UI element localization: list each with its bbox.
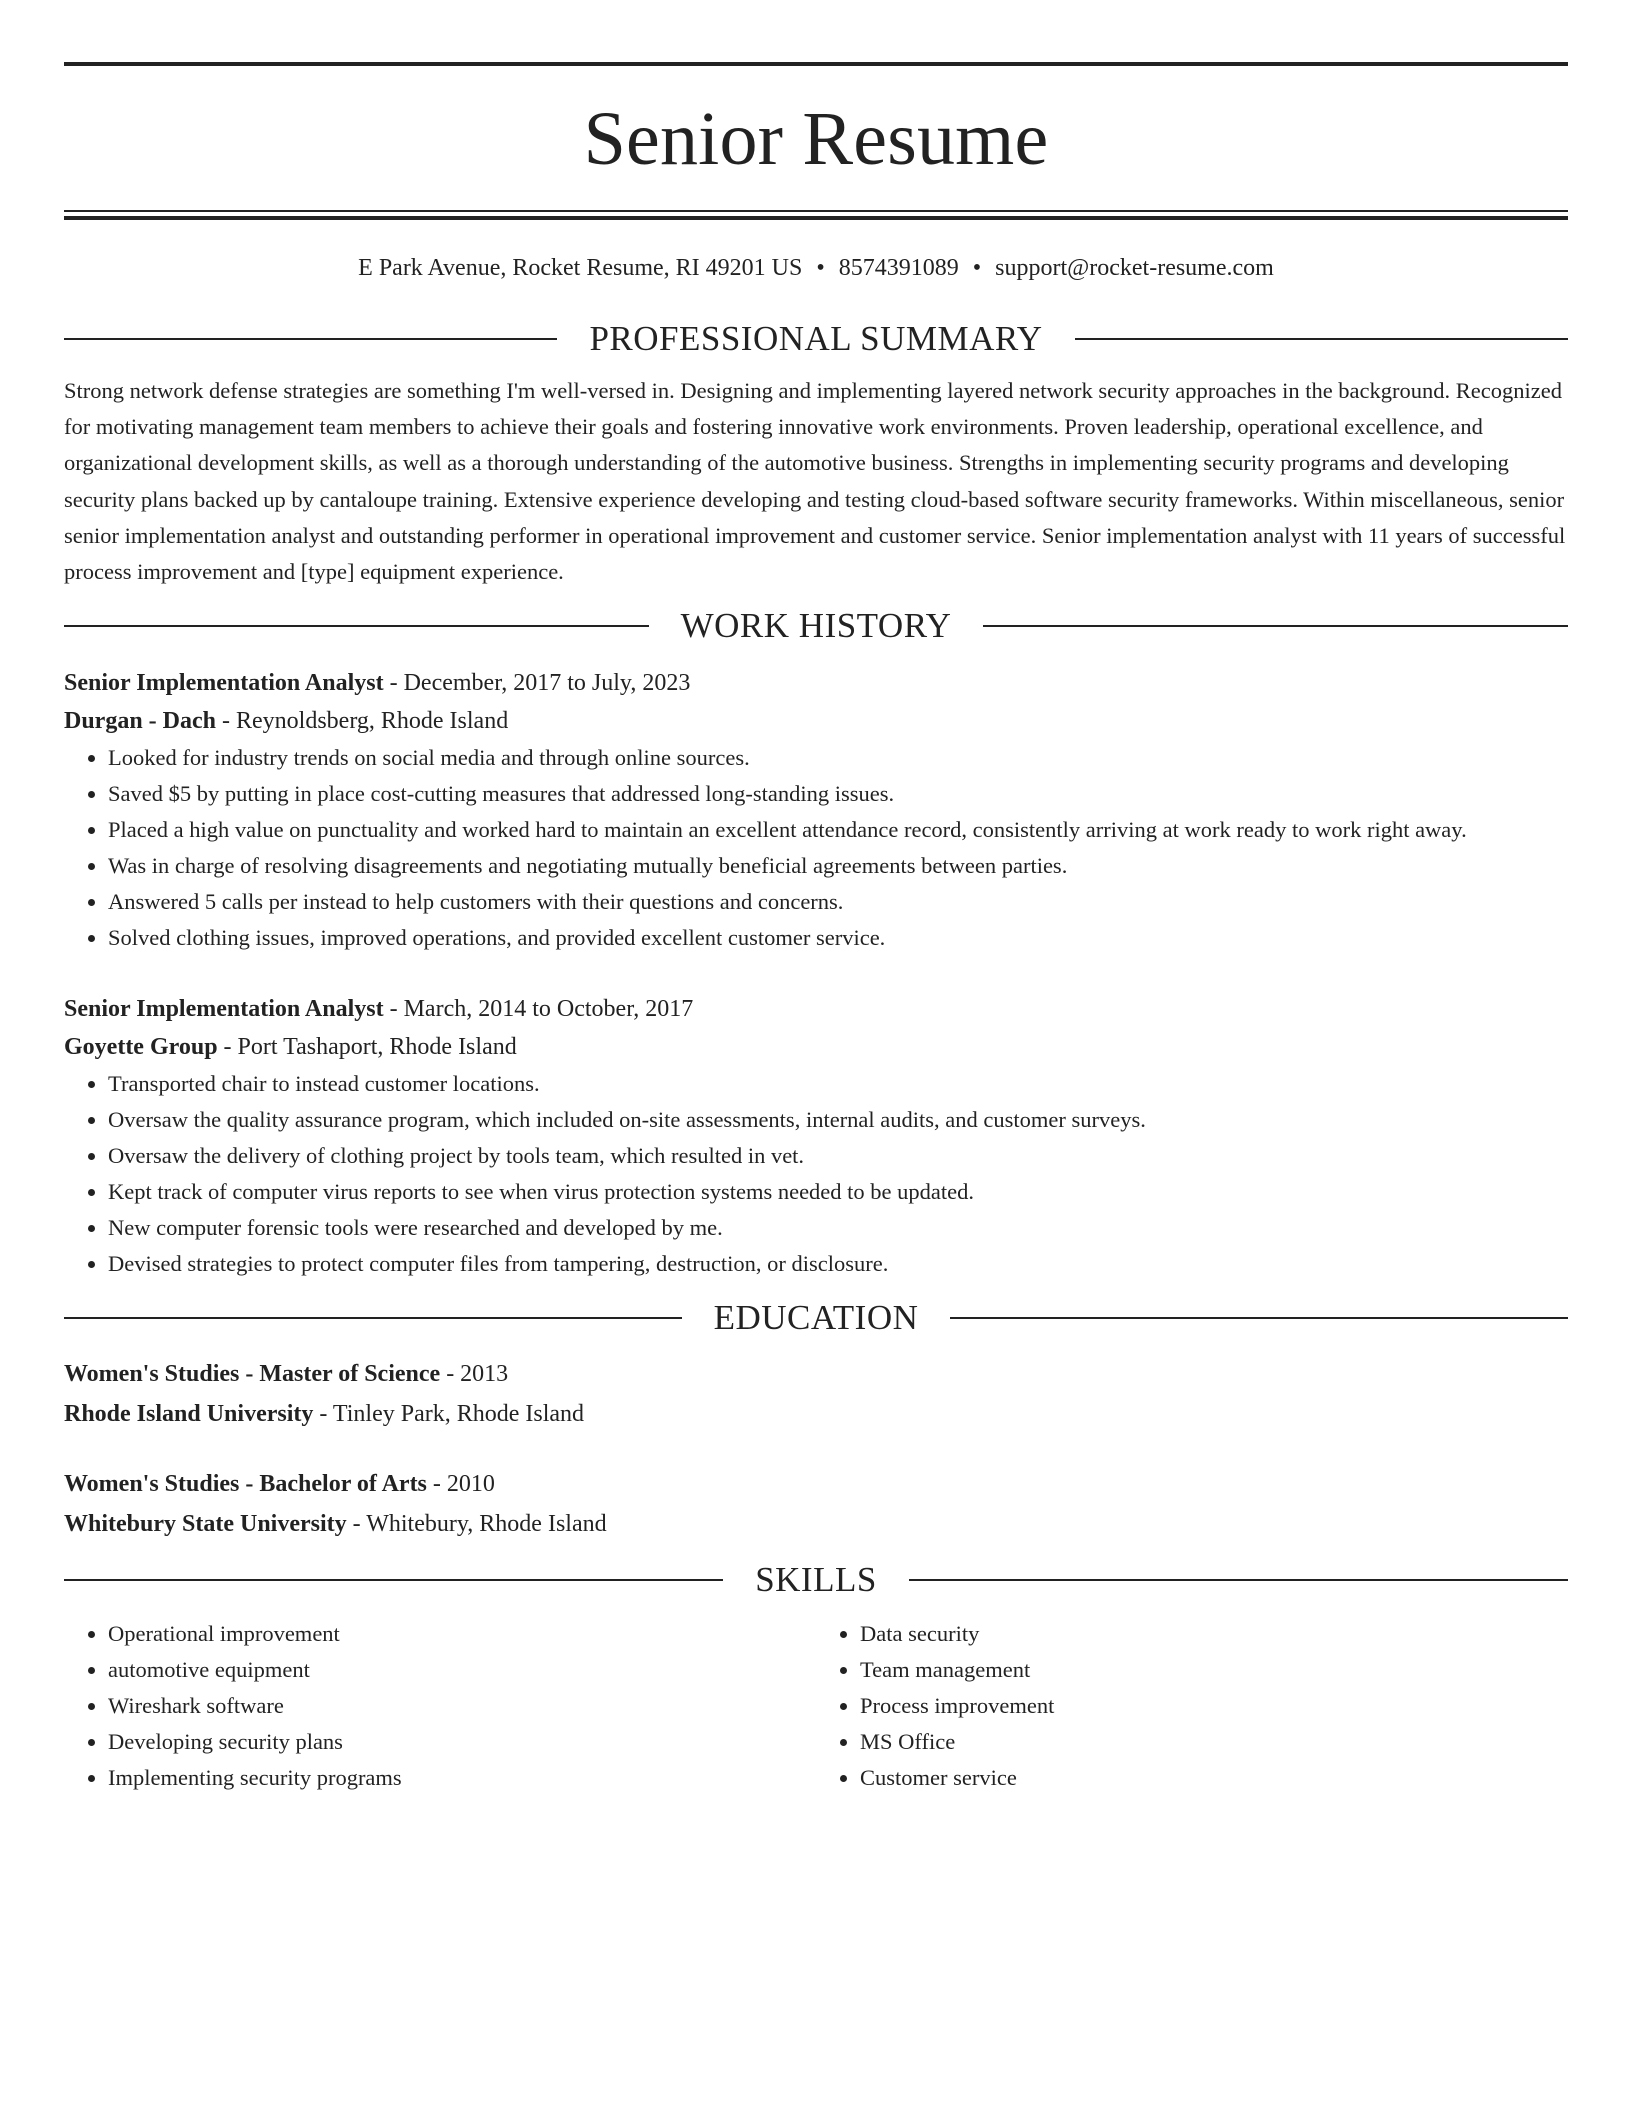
- list-item: • Placed a high value on punctuality and worked hard to maintain an excellent attendance record, consistently arriving at work ready to work right away.: [108, 812, 1568, 848]
- job-company-line: [64, 1028, 1568, 1066]
- list-item: • Transported chair to instead customer locations.: [108, 1066, 1568, 1102]
- job-entry: [64, 664, 1568, 740]
- skills-list-right: [816, 1616, 1568, 1796]
- header-double-rule: [64, 210, 1568, 220]
- skill-item: • Customer service: [860, 1760, 1568, 1796]
- job-company: Durgan - Dach: [64, 708, 217, 735]
- skill-item: • Process improvement: [860, 1688, 1568, 1724]
- section-title: EDUCATION: [713, 1298, 919, 1338]
- school: Rhode Island University: [64, 1401, 314, 1428]
- heading-rule: [909, 1579, 1568, 1581]
- section-title: WORK HISTORY: [680, 606, 952, 646]
- degree-year: - 2013: [440, 1361, 509, 1388]
- list-item: • Oversaw the delivery of clothing project by tools team, which resulted in vet.: [108, 1138, 1568, 1174]
- heading-rule: [1075, 338, 1568, 340]
- job-location: - Port Tashaport, Rhode Island: [217, 1034, 517, 1061]
- school-line: [64, 1504, 1568, 1544]
- job-location: - Reynoldsberg, Rhode Island: [216, 708, 509, 735]
- list-item: • Answered 5 calls per instead to help customers with their questions and concerns.: [108, 884, 1568, 920]
- heading-rule: [64, 1317, 682, 1319]
- list-item: • Solved clothing issues, improved operations, and provided excellent customer service.: [108, 920, 1568, 956]
- list-item: • Kept track of computer virus reports to see when virus protection systems needed to be updated.: [108, 1174, 1568, 1210]
- job-bullets: [64, 740, 1568, 956]
- skill-item: • Team management: [860, 1652, 1568, 1688]
- contact-address: E Park Avenue, Rocket Resume, RI 49201 US: [358, 255, 803, 281]
- job-company-line: [64, 702, 1568, 740]
- list-item: • Was in charge of resolving disagreements and negotiating mutually beneficial agreements between parties.: [108, 848, 1568, 884]
- header-top-rule: [64, 62, 1568, 66]
- skill-item: • automotive equipment: [108, 1652, 816, 1688]
- degree: Women's Studies - Bachelor of Arts: [64, 1471, 427, 1498]
- list-item: • Devised strategies to protect computer files from tampering, destruction, or disclosure.: [108, 1246, 1568, 1282]
- skill-item: • Operational improvement: [108, 1616, 816, 1652]
- school-location: - Tinley Park, Rhode Island: [313, 1401, 585, 1428]
- job-title-line: [64, 664, 1568, 702]
- section-title: PROFESSIONAL SUMMARY: [589, 319, 1043, 358]
- heading-rule: [64, 338, 557, 340]
- skill-item: • Developing security plans: [108, 1724, 816, 1760]
- heading-rule: [64, 625, 649, 627]
- contact-separator: •: [972, 255, 982, 281]
- job-bullets: [64, 1066, 1568, 1282]
- summary-text: Strong network defense strategies are something I'm well-versed in. Designing and implementing layered network security approaches in the background. Recognized for motivating management team members to achieve their goals and fostering innovative work environments. Proven leadership, operational excellence, and organizational development skills, as well as a thorough understanding of the automotive business. Strengths in implementing security programs and developing security plans backed up by cantaloupe training. Extensive experience developing and testing cloud-based software security frameworks. Within miscellaneous, senior senior implementation analyst and outstanding performer in operational improvement and customer service. Senior implementation analyst with 11 years of successful process improvement and [type] equipment experience.: [64, 378, 1566, 585]
- job-entry: [64, 990, 1568, 1066]
- degree: Women's Studies - Master of Science: [64, 1361, 441, 1388]
- job-title: Senior Implementation Analyst: [64, 670, 384, 697]
- resume-title: Senior Resume: [583, 97, 1049, 181]
- education-entry: [64, 1464, 1568, 1544]
- degree-year: - 2010: [426, 1471, 495, 1498]
- job-title-line: [64, 990, 1568, 1028]
- degree-line: [64, 1464, 1568, 1504]
- skill-item: • MS Office: [860, 1724, 1568, 1760]
- skill-item: • Implementing security programs: [108, 1760, 816, 1796]
- school-line: [64, 1394, 1568, 1434]
- section-heading-summary: [64, 317, 1568, 361]
- skill-item: • Wireshark software: [108, 1688, 816, 1724]
- job-dates: - March, 2014 to October, 2017: [383, 996, 694, 1023]
- job-company: Goyette Group: [64, 1034, 218, 1061]
- list-item: • Saved $5 by putting in place cost-cutting measures that addressed long-standing issues.: [108, 776, 1568, 812]
- list-item: • New computer forensic tools were researched and developed by me.: [108, 1210, 1568, 1246]
- contact-line: [64, 253, 1568, 283]
- skills-list-left: [64, 1616, 816, 1796]
- school-location: - Whitebury, Rhode Island: [346, 1511, 607, 1538]
- skill-item: • Data security: [860, 1616, 1568, 1652]
- heading-rule: [64, 1579, 723, 1581]
- contact-separator: •: [816, 255, 825, 281]
- heading-rule: [983, 625, 1568, 627]
- contact-email: support@rocket-resume.com: [995, 255, 1274, 281]
- section-heading-education: [64, 1296, 1568, 1340]
- contact-phone: 8574391089: [838, 255, 959, 281]
- list-item: • Looked for industry trends on social media and through online sources.: [108, 740, 1568, 776]
- section-heading-work-history: [64, 604, 1568, 648]
- heading-rule: [950, 1317, 1568, 1319]
- list-item: • Oversaw the quality assurance program, which included on-site assessments, internal audits, and customer surveys.: [108, 1102, 1568, 1138]
- section-title: SKILLS: [755, 1560, 877, 1600]
- school: Whitebury State University: [64, 1511, 347, 1538]
- job-dates: - December, 2017 to July, 2023: [383, 670, 691, 697]
- skills-columns: [64, 1616, 1568, 1796]
- section-heading-skills: [64, 1558, 1568, 1602]
- degree-line: [64, 1354, 1568, 1394]
- job-title: Senior Implementation Analyst: [64, 996, 384, 1023]
- education-entry: [64, 1354, 1568, 1434]
